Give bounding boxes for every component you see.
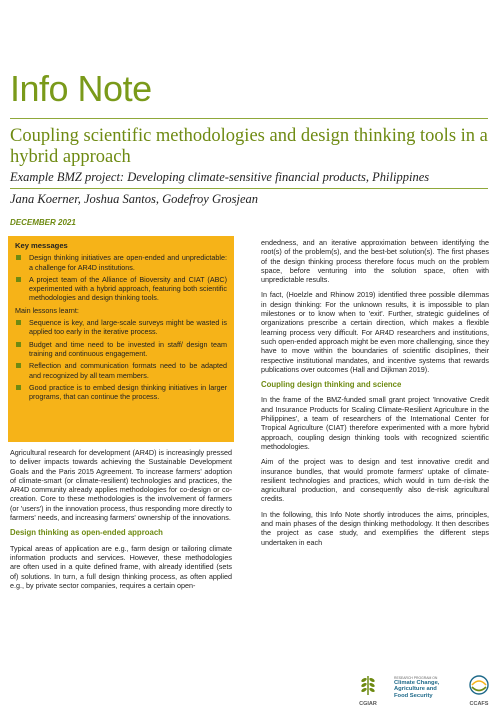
program-line: Agriculture and [394, 686, 437, 693]
page-subtitle: Example BMZ project: Developing climate-sensitive financial products, Philippines [10, 170, 430, 184]
key-messages-heading: Key messages [15, 241, 68, 250]
ccafs-logo [466, 674, 492, 707]
left-column [10, 448, 232, 596]
square-bullet-icon [16, 320, 21, 325]
key-message-item [15, 275, 227, 303]
body-paragraph: Typical areas of application are e.g., farm design or tailoring climate information products and services. However, these methodologies are often used in a quite defined frame, with already identified (sets of) solutions. In turn, a full design thinking process, as often applied e.g., by private sector companies, requires a certain open- [10, 543, 232, 590]
body-paragraph: In fact, (Hoelzle and Rhinow 2019) identified three possible dilemmas in design thinking: For the unknown results, it is impossible to plan milestones or to know when to 'exit'. Further, strategic guidelines of organizations prescribe a certain direction, which makes a flexible learning process very difficult. For AR4D researchers and institutions, such open-ended approach might be even more challenging, since they have to move within the boundaries of scientific disciplines, their respective institutional mandates, and incentive systems that rewards publications over outcomes (Hall and Dijkman 2019). [261, 290, 489, 374]
ccafs-label: CCAFS [469, 701, 489, 707]
divider-top [10, 118, 488, 119]
cgiar-logo [352, 674, 384, 707]
key-message-item [15, 253, 227, 272]
info-note-header: Info Note [10, 68, 152, 109]
ccafs-emblem-icon [468, 674, 490, 696]
square-bullet-icon [16, 385, 21, 390]
lesson-item [15, 318, 227, 337]
ccafs-program-name [394, 676, 464, 699]
right-column [261, 238, 489, 553]
section-heading-open-ended: Design thinking as open-ended approach [10, 528, 163, 538]
key-message-text: A project team of the Alliance of Bioversity and CIAT (ABC) experimented with a hybrid approach, featuring both scientific methodologies and design thinking tools. [29, 274, 227, 303]
body-paragraph: Aim of the project was to design and test innovative credit and insurance bundles, that would promote farmers' uptake of climate-resilient technologies and practices, which would in turn de-risk the agricultural production, and consequently also de-risk agricultural credits. [261, 457, 489, 504]
body-paragraph: endedness, and an iterative approximation between identifying the root(s) of the problem(s), and the best-bet solution(s). The first phases of the design thinking process therefore focus much on the problem space, before venturing into the solution space, often with unpredictable results. [261, 238, 489, 285]
lesson-item [15, 340, 227, 359]
publication-date: DECEMBER 2021 [10, 218, 76, 227]
footer-logos [352, 674, 492, 710]
key-messages-box [8, 236, 234, 442]
lesson-text: Sequence is key, and large-scale surveys might be wasted is applied too early in the iterative process. [29, 318, 227, 337]
lesson-text: Good practice is to embed design thinking initiatives in larger programs, that can continue the process. [29, 382, 227, 402]
square-bullet-icon [16, 277, 21, 282]
lesson-item [15, 361, 227, 380]
program-line: Food Security [394, 692, 433, 699]
square-bullet-icon [16, 363, 21, 368]
page-title: Coupling scientific methodologies and design thinking tools in a hybrid approach [10, 126, 488, 167]
lesson-text: Reflection and communication formats need to be adapted and recognized by all team members. [29, 361, 227, 380]
body-paragraph: Agricultural research for development (AR4D) is increasingly pressed to deliver impacts towards achieving the Sustainable Development Goals and the Paris 2015 Agreement. To increase farmers' adoption of climate-smart (or climate-resilient) technologies and practices, the AR4D community already applies methodologies for co-design or co-creation. Core to these methodologies is the involvement of farmers (or 'users') in the innovation process, thus responding more directly to farmers' needs, and increasing farmers' ownership of the innovations. [10, 448, 232, 523]
lesson-text: Budget and time need to be invested in staff/ design team training and continuous engagement. [29, 339, 227, 358]
cgiar-label: CGIAR [359, 701, 377, 707]
wheat-icon [356, 674, 380, 696]
authors: Jana Koerner, Joshua Santos, Godefroy Grosjean [10, 192, 259, 206]
key-message-text: Design thinking initiatives are open-ended and unpredictable: a challenge for AR4D institutions. [29, 253, 227, 272]
square-bullet-icon [16, 342, 21, 347]
square-bullet-icon [16, 255, 21, 260]
program-line: Climate Change, [394, 680, 440, 686]
body-paragraph: In the following, this Info Note shortly introduces the aims, principles, and main phases of the design thinking methodology. It then describes the project as case study, and exemplifies the different steps undertaken in each [261, 509, 489, 547]
divider-subtitle [10, 188, 488, 189]
body-paragraph: In the frame of the BMZ-funded small grant project 'Innovative Credit and Insurance Products for Scaling Climate-Resilient Agriculture in the Philippines', a team of researchers of the International Center for Tropical Agriculture (CIAT) therefore experimented with a more hybrid approach, coupling design thinking tools with recognized scientific methodologies. [261, 395, 489, 451]
lesson-item [15, 383, 227, 402]
program-small-label: RESEARCH PROGRAM ON [394, 676, 438, 680]
lessons-heading: Main lessons learnt: [15, 305, 79, 315]
section-heading-coupling: Coupling design thinking and science [261, 380, 402, 390]
